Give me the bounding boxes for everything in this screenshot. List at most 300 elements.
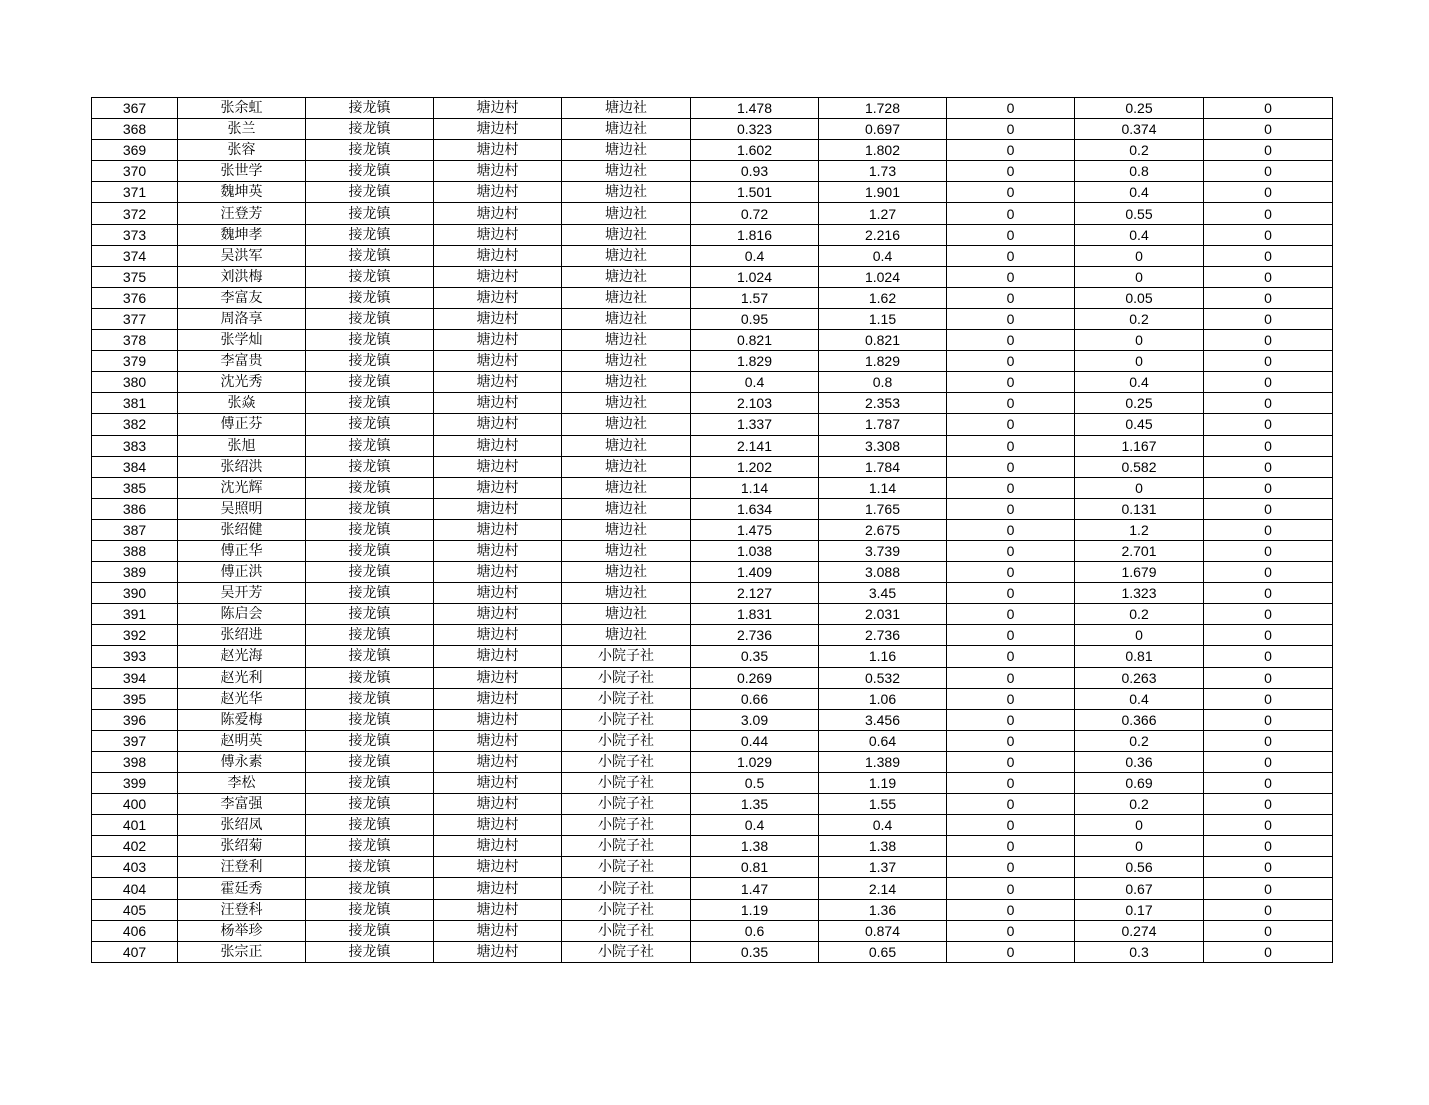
cell-row-number: 389 — [92, 562, 178, 583]
cell-value-1: 0.93 — [691, 161, 819, 182]
table-row — [92, 161, 1333, 182]
cell-row-number: 376 — [92, 287, 178, 308]
cell-value-2: 0.65 — [819, 941, 947, 962]
cell-group: 小院子社 — [562, 815, 691, 836]
cell-value-2: 3.308 — [819, 435, 947, 456]
cell-name: 魏坤孝 — [178, 224, 306, 245]
cell-row-number: 373 — [92, 224, 178, 245]
cell-value-4: 0.45 — [1075, 414, 1204, 435]
cell-row-number: 406 — [92, 920, 178, 941]
cell-name: 周洛享 — [178, 308, 306, 329]
cell-town: 接龙镇 — [306, 540, 434, 561]
cell-value-5: 0 — [1204, 857, 1333, 878]
cell-town: 接龙镇 — [306, 182, 434, 203]
cell-village: 塘边村 — [434, 836, 562, 857]
cell-group: 塘边社 — [562, 562, 691, 583]
cell-group: 塘边社 — [562, 98, 691, 119]
cell-value-3: 0 — [947, 330, 1075, 351]
cell-value-1: 1.029 — [691, 751, 819, 772]
cell-name: 魏坤英 — [178, 182, 306, 203]
cell-value-3: 0 — [947, 836, 1075, 857]
table-row — [92, 773, 1333, 794]
cell-town: 接龙镇 — [306, 920, 434, 941]
cell-town: 接龙镇 — [306, 625, 434, 646]
cell-row-number: 397 — [92, 730, 178, 751]
table-row — [92, 414, 1333, 435]
cell-value-4: 0.263 — [1075, 667, 1204, 688]
cell-group: 塘边社 — [562, 372, 691, 393]
cell-town: 接龙镇 — [306, 140, 434, 161]
cell-village: 塘边村 — [434, 920, 562, 941]
cell-village: 塘边村 — [434, 161, 562, 182]
cell-value-1: 0.4 — [691, 815, 819, 836]
cell-value-5: 0 — [1204, 878, 1333, 899]
cell-value-5: 0 — [1204, 308, 1333, 329]
cell-town: 接龙镇 — [306, 604, 434, 625]
cell-value-3: 0 — [947, 435, 1075, 456]
cell-group: 塘边社 — [562, 140, 691, 161]
cell-group: 小院子社 — [562, 667, 691, 688]
cell-value-4: 0 — [1075, 351, 1204, 372]
cell-group: 塘边社 — [562, 224, 691, 245]
cell-group: 塘边社 — [562, 583, 691, 604]
cell-value-5: 0 — [1204, 351, 1333, 372]
cell-value-2: 2.14 — [819, 878, 947, 899]
cell-value-2: 3.088 — [819, 562, 947, 583]
cell-value-5: 0 — [1204, 667, 1333, 688]
table-row — [92, 519, 1333, 540]
cell-group: 塘边社 — [562, 625, 691, 646]
cell-group: 小院子社 — [562, 730, 691, 751]
cell-value-4: 0 — [1075, 836, 1204, 857]
cell-value-5: 0 — [1204, 688, 1333, 709]
cell-village: 塘边村 — [434, 456, 562, 477]
cell-village: 塘边村 — [434, 667, 562, 688]
cell-value-4: 0.131 — [1075, 498, 1204, 519]
cell-village: 塘边村 — [434, 140, 562, 161]
table-row — [92, 477, 1333, 498]
cell-value-2: 3.739 — [819, 540, 947, 561]
cell-town: 接龙镇 — [306, 794, 434, 815]
cell-row-number: 379 — [92, 351, 178, 372]
cell-value-1: 0.6 — [691, 920, 819, 941]
cell-value-4: 0.4 — [1075, 372, 1204, 393]
cell-value-3: 0 — [947, 815, 1075, 836]
cell-value-5: 0 — [1204, 140, 1333, 161]
cell-value-3: 0 — [947, 857, 1075, 878]
cell-group: 塘边社 — [562, 393, 691, 414]
cell-value-5: 0 — [1204, 646, 1333, 667]
cell-value-1: 0.269 — [691, 667, 819, 688]
cell-village: 塘边村 — [434, 688, 562, 709]
cell-value-3: 0 — [947, 540, 1075, 561]
cell-row-number: 398 — [92, 751, 178, 772]
cell-village: 塘边村 — [434, 646, 562, 667]
cell-value-4: 0.4 — [1075, 182, 1204, 203]
cell-name: 张余虹 — [178, 98, 306, 119]
cell-village: 塘边村 — [434, 773, 562, 794]
table-row — [92, 815, 1333, 836]
cell-village: 塘边村 — [434, 477, 562, 498]
cell-row-number: 377 — [92, 308, 178, 329]
cell-value-5: 0 — [1204, 161, 1333, 182]
cell-value-1: 1.57 — [691, 287, 819, 308]
cell-name: 张绍进 — [178, 625, 306, 646]
cell-value-2: 1.787 — [819, 414, 947, 435]
cell-value-1: 2.103 — [691, 393, 819, 414]
cell-row-number: 369 — [92, 140, 178, 161]
table-row — [92, 266, 1333, 287]
cell-value-2: 1.14 — [819, 477, 947, 498]
cell-village: 塘边村 — [434, 393, 562, 414]
cell-value-4: 1.2 — [1075, 519, 1204, 540]
table-row — [92, 625, 1333, 646]
cell-group: 塘边社 — [562, 456, 691, 477]
cell-value-5: 0 — [1204, 182, 1333, 203]
cell-town: 接龙镇 — [306, 393, 434, 414]
cell-name: 李富强 — [178, 794, 306, 815]
cell-value-1: 1.831 — [691, 604, 819, 625]
cell-value-1: 2.127 — [691, 583, 819, 604]
cell-value-3: 0 — [947, 182, 1075, 203]
cell-value-1: 1.19 — [691, 899, 819, 920]
cell-value-3: 0 — [947, 709, 1075, 730]
cell-value-1: 0.66 — [691, 688, 819, 709]
cell-value-4: 0.05 — [1075, 287, 1204, 308]
cell-name: 霍廷秀 — [178, 878, 306, 899]
cell-village: 塘边村 — [434, 878, 562, 899]
cell-row-number: 370 — [92, 161, 178, 182]
cell-value-4: 0.2 — [1075, 794, 1204, 815]
cell-value-5: 0 — [1204, 245, 1333, 266]
table-row — [92, 709, 1333, 730]
cell-value-4: 0.4 — [1075, 224, 1204, 245]
cell-village: 塘边村 — [434, 498, 562, 519]
cell-town: 接龙镇 — [306, 477, 434, 498]
cell-name: 赵明英 — [178, 730, 306, 751]
cell-value-1: 1.816 — [691, 224, 819, 245]
cell-value-2: 3.456 — [819, 709, 947, 730]
cell-value-3: 0 — [947, 308, 1075, 329]
cell-town: 接龙镇 — [306, 203, 434, 224]
cell-value-5: 0 — [1204, 751, 1333, 772]
cell-village: 塘边村 — [434, 372, 562, 393]
cell-town: 接龙镇 — [306, 857, 434, 878]
cell-value-1: 0.323 — [691, 119, 819, 140]
cell-value-1: 1.337 — [691, 414, 819, 435]
cell-name: 张绍洪 — [178, 456, 306, 477]
cell-value-4: 0.2 — [1075, 140, 1204, 161]
table-row — [92, 351, 1333, 372]
cell-group: 塘边社 — [562, 414, 691, 435]
cell-name: 张焱 — [178, 393, 306, 414]
cell-row-number: 384 — [92, 456, 178, 477]
table-row — [92, 140, 1333, 161]
cell-value-4: 1.323 — [1075, 583, 1204, 604]
cell-group: 小院子社 — [562, 794, 691, 815]
cell-village: 塘边村 — [434, 709, 562, 730]
cell-value-5: 0 — [1204, 583, 1333, 604]
cell-group: 小院子社 — [562, 646, 691, 667]
cell-value-1: 1.829 — [691, 351, 819, 372]
cell-value-1: 1.47 — [691, 878, 819, 899]
cell-group: 塘边社 — [562, 203, 691, 224]
cell-value-4: 0 — [1075, 477, 1204, 498]
cell-value-2: 1.901 — [819, 182, 947, 203]
cell-village: 塘边村 — [434, 562, 562, 583]
table-row — [92, 308, 1333, 329]
table-row — [92, 393, 1333, 414]
cell-value-3: 0 — [947, 751, 1075, 772]
cell-value-4: 0.17 — [1075, 899, 1204, 920]
cell-village: 塘边村 — [434, 287, 562, 308]
cell-value-3: 0 — [947, 140, 1075, 161]
cell-village: 塘边村 — [434, 308, 562, 329]
cell-town: 接龙镇 — [306, 414, 434, 435]
cell-value-3: 0 — [947, 562, 1075, 583]
cell-group: 塘边社 — [562, 266, 691, 287]
table-row — [92, 203, 1333, 224]
cell-name: 赵光华 — [178, 688, 306, 709]
cell-value-5: 0 — [1204, 98, 1333, 119]
cell-value-2: 1.19 — [819, 773, 947, 794]
cell-group: 塘边社 — [562, 519, 691, 540]
cell-row-number: 399 — [92, 773, 178, 794]
cell-value-1: 1.202 — [691, 456, 819, 477]
cell-name: 张绍健 — [178, 519, 306, 540]
cell-value-1: 1.634 — [691, 498, 819, 519]
cell-value-5: 0 — [1204, 266, 1333, 287]
cell-group: 小院子社 — [562, 773, 691, 794]
cell-name: 张绍凤 — [178, 815, 306, 836]
cell-name: 李富友 — [178, 287, 306, 308]
cell-name: 陈爱梅 — [178, 709, 306, 730]
cell-row-number: 372 — [92, 203, 178, 224]
table-row — [92, 878, 1333, 899]
cell-value-5: 0 — [1204, 456, 1333, 477]
cell-group: 小院子社 — [562, 857, 691, 878]
cell-group: 塘边社 — [562, 330, 691, 351]
cell-value-4: 0 — [1075, 330, 1204, 351]
cell-value-3: 0 — [947, 203, 1075, 224]
cell-town: 接龙镇 — [306, 330, 434, 351]
cell-value-5: 0 — [1204, 920, 1333, 941]
table-row — [92, 287, 1333, 308]
cell-name: 吴洪军 — [178, 245, 306, 266]
cell-value-3: 0 — [947, 583, 1075, 604]
cell-name: 汪登科 — [178, 899, 306, 920]
cell-row-number: 378 — [92, 330, 178, 351]
cell-value-5: 0 — [1204, 224, 1333, 245]
cell-value-4: 0.3 — [1075, 941, 1204, 962]
cell-town: 接龙镇 — [306, 224, 434, 245]
cell-value-5: 0 — [1204, 393, 1333, 414]
cell-value-3: 0 — [947, 224, 1075, 245]
cell-value-5: 0 — [1204, 941, 1333, 962]
cell-value-2: 0.4 — [819, 815, 947, 836]
cell-town: 接龙镇 — [306, 688, 434, 709]
cell-name: 张兰 — [178, 119, 306, 140]
cell-value-2: 1.27 — [819, 203, 947, 224]
cell-value-1: 2.736 — [691, 625, 819, 646]
cell-group: 小院子社 — [562, 709, 691, 730]
cell-value-3: 0 — [947, 519, 1075, 540]
cell-value-2: 1.784 — [819, 456, 947, 477]
cell-group: 小院子社 — [562, 920, 691, 941]
cell-value-3: 0 — [947, 287, 1075, 308]
cell-village: 塘边村 — [434, 351, 562, 372]
cell-town: 接龙镇 — [306, 287, 434, 308]
cell-value-2: 3.45 — [819, 583, 947, 604]
cell-row-number: 388 — [92, 540, 178, 561]
cell-group: 小院子社 — [562, 899, 691, 920]
cell-group: 小院子社 — [562, 751, 691, 772]
cell-value-5: 0 — [1204, 899, 1333, 920]
cell-group: 小院子社 — [562, 688, 691, 709]
cell-village: 塘边村 — [434, 224, 562, 245]
cell-value-3: 0 — [947, 899, 1075, 920]
cell-value-3: 0 — [947, 667, 1075, 688]
cell-town: 接龙镇 — [306, 836, 434, 857]
cell-town: 接龙镇 — [306, 498, 434, 519]
cell-value-2: 1.765 — [819, 498, 947, 519]
cell-town: 接龙镇 — [306, 308, 434, 329]
cell-value-1: 0.35 — [691, 646, 819, 667]
cell-village: 塘边村 — [434, 857, 562, 878]
cell-value-4: 0.69 — [1075, 773, 1204, 794]
cell-town: 接龙镇 — [306, 351, 434, 372]
cell-value-5: 0 — [1204, 435, 1333, 456]
cell-name: 张宗正 — [178, 941, 306, 962]
cell-value-4: 1.167 — [1075, 435, 1204, 456]
table-row — [92, 583, 1333, 604]
cell-name: 傅永素 — [178, 751, 306, 772]
cell-value-4: 0.36 — [1075, 751, 1204, 772]
cell-value-3: 0 — [947, 688, 1075, 709]
cell-value-2: 1.55 — [819, 794, 947, 815]
cell-group: 小院子社 — [562, 836, 691, 857]
cell-value-5: 0 — [1204, 372, 1333, 393]
cell-value-5: 0 — [1204, 604, 1333, 625]
cell-value-2: 1.16 — [819, 646, 947, 667]
cell-value-4: 2.701 — [1075, 540, 1204, 561]
cell-row-number: 407 — [92, 941, 178, 962]
cell-value-3: 0 — [947, 372, 1075, 393]
table-row — [92, 435, 1333, 456]
cell-village: 塘边村 — [434, 266, 562, 287]
cell-value-5: 0 — [1204, 540, 1333, 561]
cell-name: 汪登利 — [178, 857, 306, 878]
cell-name: 傅正芬 — [178, 414, 306, 435]
cell-village: 塘边村 — [434, 730, 562, 751]
cell-value-3: 0 — [947, 161, 1075, 182]
cell-value-5: 0 — [1204, 498, 1333, 519]
cell-value-4: 0.2 — [1075, 308, 1204, 329]
cell-value-1: 1.038 — [691, 540, 819, 561]
cell-group: 塘边社 — [562, 161, 691, 182]
cell-value-5: 0 — [1204, 815, 1333, 836]
cell-name: 吴开芳 — [178, 583, 306, 604]
cell-row-number: 393 — [92, 646, 178, 667]
cell-value-4: 0.374 — [1075, 119, 1204, 140]
table-row — [92, 941, 1333, 962]
cell-value-2: 0.697 — [819, 119, 947, 140]
cell-value-4: 0.582 — [1075, 456, 1204, 477]
cell-value-4: 0 — [1075, 245, 1204, 266]
cell-town: 接龙镇 — [306, 245, 434, 266]
cell-value-3: 0 — [947, 245, 1075, 266]
cell-value-1: 0.35 — [691, 941, 819, 962]
cell-value-2: 1.62 — [819, 287, 947, 308]
table-row — [92, 794, 1333, 815]
table-row — [92, 562, 1333, 583]
table-body — [92, 98, 1333, 963]
cell-row-number: 371 — [92, 182, 178, 203]
cell-village: 塘边村 — [434, 899, 562, 920]
cell-value-4: 0 — [1075, 625, 1204, 646]
cell-value-3: 0 — [947, 456, 1075, 477]
cell-village: 塘边村 — [434, 794, 562, 815]
cell-row-number: 400 — [92, 794, 178, 815]
cell-village: 塘边村 — [434, 203, 562, 224]
cell-name: 张学灿 — [178, 330, 306, 351]
cell-value-1: 1.35 — [691, 794, 819, 815]
table-row — [92, 667, 1333, 688]
table-row — [92, 920, 1333, 941]
cell-value-3: 0 — [947, 351, 1075, 372]
cell-value-1: 0.72 — [691, 203, 819, 224]
cell-town: 接龙镇 — [306, 456, 434, 477]
cell-town: 接龙镇 — [306, 583, 434, 604]
cell-value-5: 0 — [1204, 836, 1333, 857]
cell-row-number: 381 — [92, 393, 178, 414]
cell-value-4: 0.56 — [1075, 857, 1204, 878]
cell-value-4: 0.81 — [1075, 646, 1204, 667]
cell-row-number: 375 — [92, 266, 178, 287]
table-row — [92, 730, 1333, 751]
cell-value-4: 0.67 — [1075, 878, 1204, 899]
cell-value-4: 0 — [1075, 815, 1204, 836]
data-table — [91, 97, 1333, 963]
table-row — [92, 245, 1333, 266]
cell-value-1: 1.409 — [691, 562, 819, 583]
cell-value-1: 0.4 — [691, 372, 819, 393]
cell-value-2: 1.73 — [819, 161, 947, 182]
cell-group: 塘边社 — [562, 119, 691, 140]
cell-row-number: 394 — [92, 667, 178, 688]
cell-name: 沈光秀 — [178, 372, 306, 393]
cell-value-2: 1.06 — [819, 688, 947, 709]
cell-village: 塘边村 — [434, 751, 562, 772]
cell-town: 接龙镇 — [306, 773, 434, 794]
cell-group: 塘边社 — [562, 540, 691, 561]
cell-row-number: 368 — [92, 119, 178, 140]
cell-value-2: 1.15 — [819, 308, 947, 329]
cell-row-number: 390 — [92, 583, 178, 604]
cell-value-1: 0.44 — [691, 730, 819, 751]
cell-value-3: 0 — [947, 773, 1075, 794]
cell-value-2: 2.031 — [819, 604, 947, 625]
table-row — [92, 836, 1333, 857]
cell-value-5: 0 — [1204, 330, 1333, 351]
cell-value-3: 0 — [947, 266, 1075, 287]
cell-value-5: 0 — [1204, 519, 1333, 540]
cell-row-number: 387 — [92, 519, 178, 540]
cell-village: 塘边村 — [434, 604, 562, 625]
cell-value-3: 0 — [947, 477, 1075, 498]
cell-value-3: 0 — [947, 119, 1075, 140]
cell-town: 接龙镇 — [306, 709, 434, 730]
